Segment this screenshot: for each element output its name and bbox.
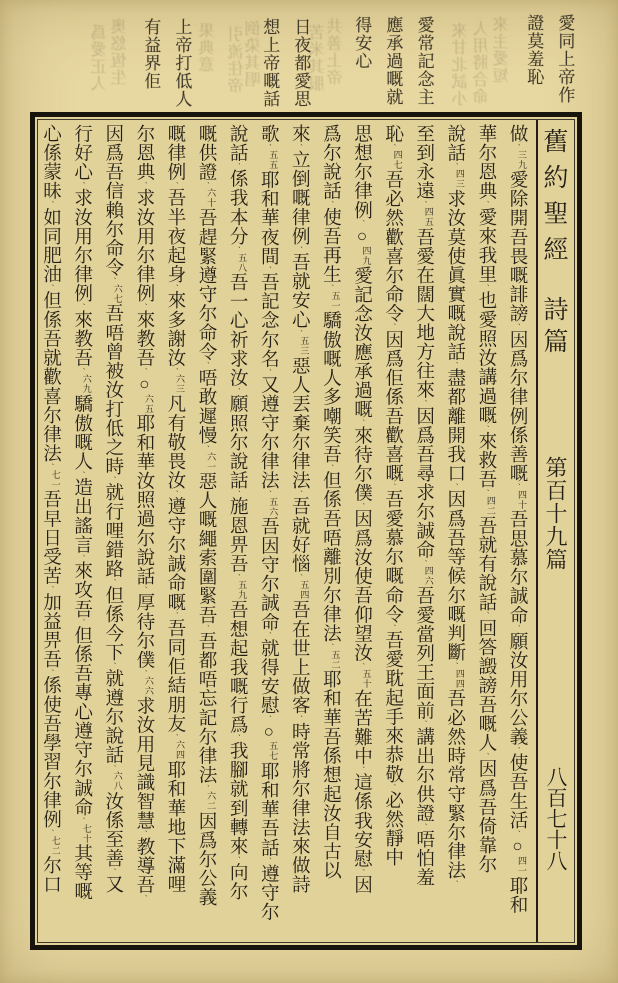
margin-note-column: 愛同上帝作: [555, 14, 575, 104]
section-circle-mark: ○: [352, 226, 372, 247]
ideographic-comma: 、: [481, 488, 490, 496]
ideographic-comma: 、: [513, 322, 521, 330]
verse-number-marker: 六三: [174, 374, 185, 395]
verse-number-marker: 六八: [112, 771, 123, 792]
verse-number-marker: 六七: [112, 283, 123, 304]
verse-number-marker: 四一: [517, 856, 527, 877]
text-column: 心係蒙昧、如同肥油、但係吾就歡喜尔律法、七一吾早日受苦、加益畀吾、係使吾學習尔律例、七二尔口: [40, 124, 62, 894]
verse-number-marker: 五八: [237, 252, 248, 273]
ideographic-comma: 、: [46, 585, 55, 593]
ideographic-comma: 、: [77, 181, 86, 189]
text-column: 尔恩典、求汝用尔律例、來教吾、○六五耶和華汝照過尔說話、厚待尔僕、六六求汝用見識智慧、教導吾、: [133, 124, 155, 902]
ideographic-comma: 、: [357, 765, 366, 773]
ideographic-comma: 、: [77, 302, 86, 310]
section-circle-mark: ○: [259, 721, 279, 742]
top-margin-annotations: [0, 0, 618, 112]
ideographic-comma: 、: [326, 200, 335, 208]
ideographic-comma: 、: [108, 475, 117, 483]
ideographic-comma: 、: [388, 482, 397, 490]
ideographic-comma: 、: [450, 879, 459, 887]
verse-number-marker: 四五: [423, 207, 434, 228]
ideographic-comma: 、: [46, 200, 55, 208]
margin-note-group: [260, 18, 309, 108]
bleedthrough-ghost-text: 來主愛短: [494, 16, 511, 84]
verse-number-marker: 五四: [299, 580, 310, 601]
verse-number-marker: 四七: [392, 150, 403, 171]
margin-note-column: 有益界佢: [141, 18, 161, 90]
bleedthrough-ghost-text: 共善上帝: [328, 18, 345, 86]
ideographic-comma: 、: [450, 482, 459, 490]
book-title: 舊約聖經: [540, 128, 567, 272]
ideographic-comma: 、: [513, 482, 521, 490]
ideographic-comma: 、: [481, 611, 490, 619]
ideographic-comma: 、: [357, 219, 366, 227]
ideographic-comma: 、: [513, 829, 521, 837]
ideographic-comma: 、: [77, 470, 86, 478]
ideographic-comma: 、: [295, 714, 304, 722]
ideographic-comma: 、: [233, 734, 242, 742]
bleedthrough-ghost-text: 人用將合命: [474, 20, 491, 105]
ideographic-comma: 、: [46, 283, 55, 291]
ideographic-comma: 、: [264, 489, 273, 497]
verse-number-marker: 七一: [50, 469, 61, 490]
ideographic-comma: 、: [513, 143, 521, 151]
ideographic-comma: 、: [419, 399, 428, 407]
margin-note-group: [352, 16, 433, 106]
ideographic-comma: 、: [139, 894, 148, 902]
verse-number-marker: 五五: [268, 150, 279, 171]
ideographic-comma: 、: [46, 828, 55, 836]
margin-note-column: 上帝打低人: [172, 18, 192, 108]
ideographic-comma: 、: [513, 624, 521, 632]
ideographic-comma: 、: [139, 830, 148, 837]
verse-number-marker: 四十: [517, 489, 527, 510]
verse-number-marker: 六四: [174, 740, 185, 761]
ideographic-comma: 、: [264, 714, 273, 722]
ideographic-comma: 、: [170, 181, 179, 189]
ideographic-comma: 、: [139, 585, 148, 593]
verse-number-marker: 四三: [454, 169, 465, 190]
ideographic-comma: 、: [77, 367, 86, 375]
text-column: 恥、四七吾必然歡喜尔命令、因爲佢係吾歡喜嘅、吾愛慕尔嘅命令、吾愛耽起手來恭敬、必然靜中: [382, 124, 404, 867]
ideographic-comma: 、: [295, 245, 304, 253]
ideographic-comma: 、: [108, 764, 117, 772]
text-column: 爲尔說話、使吾再生、五一驕傲嘅人多嘲笑吾、但係吾唔離別尔律法、五二耶和華吾係想起汝自古以: [320, 124, 342, 880]
ideographic-comma: 、: [202, 784, 211, 792]
ideographic-comma: 、: [139, 367, 148, 375]
ideographic-comma: 、: [295, 573, 304, 581]
ideographic-comma: 、: [264, 857, 273, 864]
verse-number-marker: 四二: [485, 495, 496, 516]
ideographic-comma: 、: [419, 720, 428, 728]
bleedthrough-ghost-text: 引流住帝: [229, 26, 246, 94]
ideographic-comma: 、: [108, 276, 117, 284]
ideographic-comma: 、: [295, 329, 304, 337]
section-title: 詩篇: [540, 296, 567, 360]
bleedthrough-ghost-text: 苦米其服: [310, 24, 327, 92]
verse-number-marker: 七二: [50, 835, 61, 856]
verse-number-marker: 五七: [268, 741, 279, 762]
margin-note-column: 愛常記念主: [414, 16, 434, 106]
ideographic-comma: 、: [450, 361, 459, 369]
verse-number-marker: 六五: [143, 393, 154, 414]
ideographic-comma: 、: [139, 669, 148, 677]
ideographic-comma: 、: [233, 387, 242, 395]
ideographic-comma: 、: [357, 868, 366, 876]
margin-note-group: [141, 18, 190, 108]
ideographic-comma: 、: [233, 855, 242, 863]
text-column: 至到永遠、四五吾愛在闊大地方往來、因爲吾尋求尔誠命、四六吾愛當列王面前、講出尔供證、唔怕羞: [413, 124, 435, 887]
bleedthrough-ghost-text: 來甘北試小: [453, 22, 470, 107]
ideographic-comma: 、: [170, 283, 179, 291]
ideographic-comma: 、: [388, 322, 397, 330]
text-column: 嘅律例、吾半夜起身、來多謝汝、六三凡有敬畏汝、遵守尔誠命嘅、吾同佢結朋友、六四耶和華地下滿哩: [164, 124, 186, 894]
ideographic-comma: 、: [170, 489, 179, 497]
ideographic-comma: 、: [388, 783, 397, 791]
ideographic-comma: 、: [233, 162, 242, 170]
verse-number-marker: 六九: [81, 374, 92, 395]
page-frame: [30, 112, 582, 950]
margin-note-column: 想上帝嘅話: [260, 18, 280, 108]
page-frame-inner-rule: [37, 119, 575, 943]
ideographic-comma: 、: [77, 816, 86, 824]
ideographic-comma: 、: [326, 463, 335, 471]
ideographic-comma: 、: [202, 624, 211, 632]
verse-number-marker: 三九: [517, 150, 527, 171]
ideographic-comma: 、: [295, 143, 304, 151]
verse-number-marker: 六十: [206, 188, 217, 209]
ideographic-comma: 、: [388, 143, 397, 151]
page-number: 八百七十八: [544, 766, 568, 871]
text-column: 行好心、求汝用尔律例、來教吾、六九驕傲嘅人、造出謠言、來攻吾、但係吾專心遵守尔誠命、七十其等嘅: [71, 124, 93, 901]
ideographic-comma: 、: [357, 662, 366, 670]
ideographic-comma: 、: [77, 618, 86, 626]
title-column: [536, 120, 574, 942]
ideographic-comma: 、: [170, 611, 179, 619]
verse-number-marker: 五一: [330, 290, 341, 311]
verse-number-marker: 五二: [330, 649, 341, 670]
margin-note-column: 得安心: [352, 16, 372, 70]
ideographic-comma: 、: [481, 283, 490, 291]
ideographic-comma: 、: [139, 181, 148, 189]
text-column: 因爲吾信賴尔命令、六七吾唔曾被汝打低之時、就行哩錯路、但係今下、就遵尔說話、六八汝係至善、又: [102, 124, 124, 894]
ideographic-comma: 、: [419, 822, 428, 830]
ideographic-comma: 、: [170, 733, 179, 741]
margin-note-group: [524, 14, 573, 104]
ideographic-comma: 、: [419, 559, 428, 567]
ideographic-comma: 、: [108, 578, 117, 586]
ideographic-comma: 、: [46, 668, 55, 676]
bleedthrough-ghost-text: 奧悠恆生: [112, 18, 129, 86]
ideographic-comma: 、: [233, 245, 242, 253]
verse-number-marker: 六六: [143, 676, 154, 697]
ideographic-comma: 、: [202, 444, 211, 452]
verse-number-marker: 五三: [299, 336, 310, 357]
section-circle-mark: ○: [134, 374, 154, 394]
text-column: 做、三九愛除開吾畏嘅誹謗、因爲尔律例係善嘅、四十吾思慕尔誠命、願汝用尔公義、使吾生活、○四一耶和: [507, 124, 528, 915]
verse-number-marker: 四四: [454, 668, 465, 689]
ideographic-comma: 、: [419, 200, 428, 208]
ideographic-comma: 、: [388, 623, 397, 631]
margin-note-column: 應承過嘅就: [383, 16, 403, 106]
ideographic-comma: 、: [357, 502, 366, 510]
verse-number-marker: 七十: [81, 823, 92, 844]
ideographic-comma: 、: [326, 642, 335, 650]
ideographic-comma: 、: [513, 746, 521, 754]
bleedthrough-ghost-text: 爲愛正人: [92, 24, 109, 92]
verse-number-marker: 六二: [206, 791, 217, 812]
text-column: 說話、四三求汝莫使眞實嘅說話、盡都離開我口、因爲吾等候尔嘅判斷、四四吾必然時常守緊尔律法、: [444, 124, 466, 887]
ideographic-comma: 、: [233, 573, 242, 581]
verse-number-marker: 五九: [237, 580, 248, 601]
text-column: 來、立倒嘅律例、吾就安心、五三惡人丟棄尔律法、吾就好惱、五四吾在世上做客、時常將尔律法來做詩: [289, 124, 311, 894]
verse-number-marker: 五十: [361, 669, 372, 690]
chapter-title: 第百十九篇: [543, 456, 568, 571]
text-column: 說話、係我本分、五八吾一心祈求汝、願照尔說話、施恩畀吾、五九吾想起我嘅行爲、我腳就到轉來、向尔: [227, 124, 249, 901]
ideographic-comma: 、: [202, 361, 211, 369]
page-content: [38, 120, 574, 942]
ideographic-comma: 、: [481, 424, 490, 432]
ideographic-comma: 、: [481, 200, 490, 208]
text-column: 思想尔律例、○四九愛記念汝應承過嘅、來待尔僕、因爲汝使吾仰望汝、五十在苦難中、這係我安慰、因: [351, 124, 373, 895]
ideographic-comma: 、: [139, 302, 148, 310]
ideographic-comma: 、: [108, 867, 117, 875]
text-column: 嘅供證、六十吾趕緊遵守尔命令、唔敢遲慢、六一惡人嘅繩索圍緊吾、吾都唔忘記尔律法、六二因爲尔公義: [196, 124, 218, 907]
verse-number-marker: 六一: [206, 451, 217, 472]
ideographic-comma: 、: [108, 661, 117, 669]
ideographic-comma: 、: [481, 752, 490, 760]
ideographic-comma: 、: [450, 162, 459, 170]
ideographic-comma: 、: [264, 368, 273, 376]
ideographic-comma: 、: [264, 631, 273, 639]
ideographic-comma: 、: [46, 462, 55, 470]
ideographic-comma: 、: [233, 489, 242, 497]
ideographic-comma: 、: [326, 283, 335, 291]
bleedthrough-ghost-text: 倒染其唱: [246, 20, 263, 88]
verse-number-marker: 四六: [423, 566, 434, 587]
ideographic-comma: 、: [450, 661, 459, 669]
text-column: 歌、五五耶和華夜間、吾記念尔名、又遵守尔律法、五六吾因守尔誠命、就得安慰、○五七耶和華吾話、遵守尔: [258, 124, 280, 922]
ideographic-comma: 、: [264, 143, 273, 151]
verse-number-marker: 四九: [361, 246, 372, 267]
ideographic-comma: 、: [295, 489, 304, 497]
ideographic-comma: 、: [202, 181, 211, 189]
margin-note-column: 日夜都愛思: [291, 18, 311, 108]
ideographic-comma: 、: [77, 554, 86, 562]
ideographic-comma: 、: [264, 265, 273, 273]
body-text-columns: [38, 120, 536, 942]
verse-number-marker: 五六: [268, 496, 279, 517]
text-column: 華尔恩典、愛來我里、也愛照汝講過嘅、來救吾、四二吾就有說話、回答譭謗吾嘅人、因爲吾倚靠尔: [475, 124, 497, 874]
ideographic-comma: 、: [357, 418, 366, 426]
ideographic-comma: 、: [170, 367, 179, 375]
bleedthrough-ghost-text: 果典意: [200, 22, 217, 73]
margin-note-column: 證莫羞恥: [524, 14, 544, 86]
section-circle-mark: ○: [508, 836, 527, 857]
